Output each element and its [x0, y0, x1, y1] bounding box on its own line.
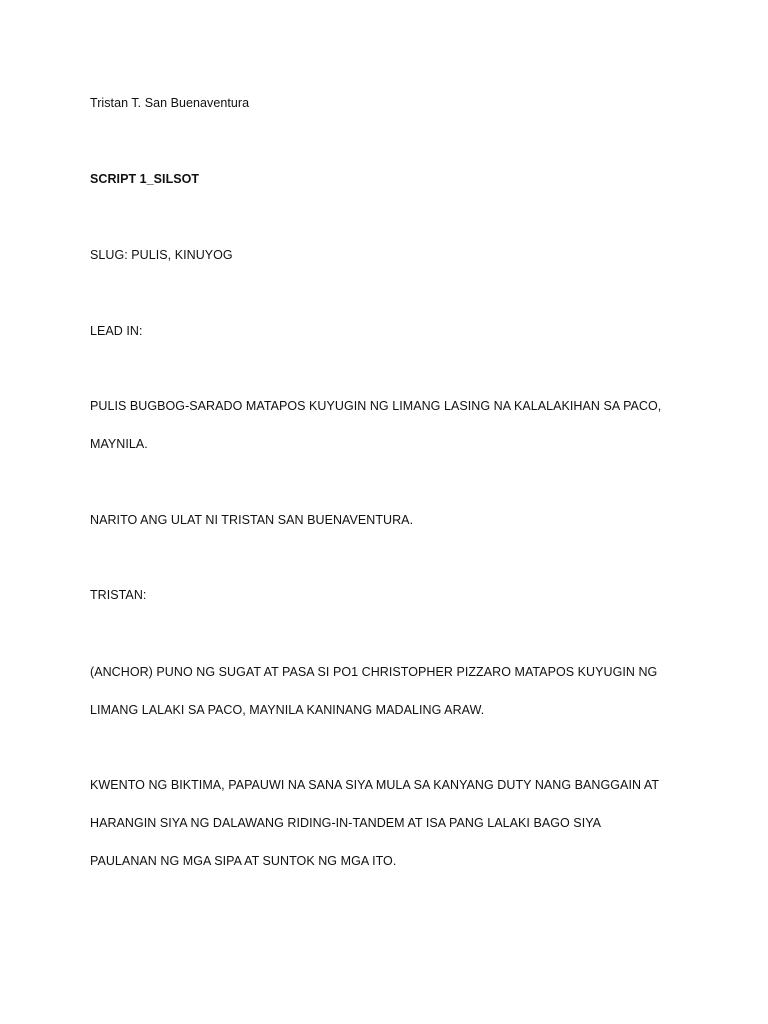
- paragraph-1-line: (ANCHOR) PUNO NG SUGAT AT PASA SI PO1 CHRISTOPHER PIZZARO MATAPOS KUYUGIN NG: [90, 665, 658, 679]
- paragraph-2-line: KWENTO NG BIKTIMA, PAPAUWI NA SANA SIYA MULA SA KANYANG DUTY NANG BANGGAIN AT: [90, 778, 660, 792]
- paragraph-2-line: PAULANAN NG MGA SIPA AT SUNTOK NG MGA ITO.: [90, 854, 397, 868]
- script-title: SCRIPT 1_SILSOT: [90, 172, 200, 186]
- slug-line: SLUG: PULIS, KINUYOG: [90, 248, 233, 262]
- paragraph-1-line: LIMANG LALAKI SA PACO, MAYNILA KANINANG MADALING ARAW.: [90, 703, 485, 717]
- lead-in-text-line: PULIS BUGBOG-SARADO MATAPOS KUYUGIN NG LIMANG LASING NA KALALAKIHAN SA PACO,: [90, 399, 662, 413]
- reporter-label: TRISTAN:: [90, 588, 147, 602]
- lead-in-label: LEAD IN:: [90, 324, 143, 338]
- intro-line: NARITO ANG ULAT NI TRISTAN SAN BUENAVENTURA.: [90, 513, 414, 527]
- paragraph-2-line: HARANGIN SIYA NG DALAWANG RIDING-IN-TANDEM AT ISA PANG LALAKI BAGO SIYA: [90, 816, 602, 830]
- author-name: Tristan T. San Buenaventura: [90, 96, 250, 110]
- lead-in-text-line: MAYNILA.: [90, 437, 148, 451]
